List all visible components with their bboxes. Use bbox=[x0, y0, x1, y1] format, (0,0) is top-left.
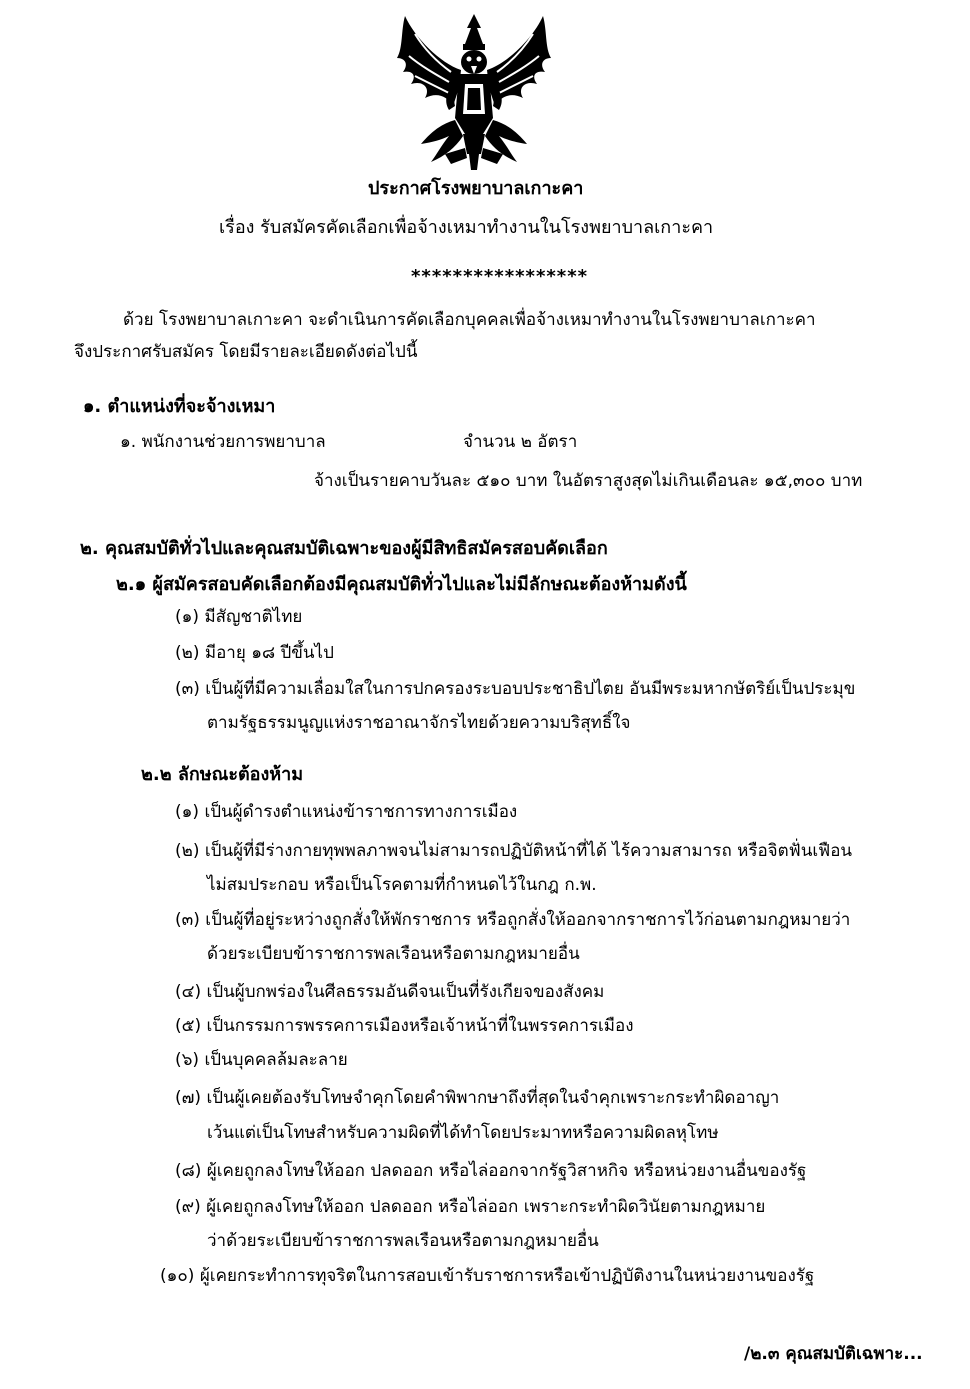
continuation-note: /๒.๓ คุณสมบัติเฉพาะ... bbox=[744, 1344, 923, 1364]
intro-line-1: ด้วย โรงพยาบาลเกาะคา จะดำเนินการคัดเลือกบุคคลเพื่อจ้างเหมาทำงานในโรงพยาบาลเกาะคา bbox=[123, 310, 816, 330]
prohibition-item: (๑) เป็นผู้ดำรงตำแหน่งข้าราชการทางการเมือง bbox=[175, 802, 518, 822]
prohibition-item-continued: ว่าด้วยระเบียบข้าราชการพลเรือนหรือตามกฎหมายอื่น bbox=[207, 1231, 599, 1251]
position-quota: จำนวน ๒ อัตรา bbox=[463, 432, 578, 452]
prohibition-item-continued: เว้นแต่เป็นโทษสำหรับความผิดที่ได้ทำโดยประมาทหรือความผิดลหุโทษ bbox=[207, 1123, 719, 1143]
qualification-item: (๒) มีอายุ ๑๘ ปีขึ้นไป bbox=[175, 643, 334, 663]
section-2-2-heading: ๒.๒ ลักษณะต้องห้าม bbox=[141, 764, 304, 785]
prohibition-item: (๑๐) ผู้เคยกระทำการทุจริตในการสอบเข้ารับราชการหรือเข้าปฏิบัติงานในหน่วยงานของรัฐ bbox=[160, 1266, 815, 1286]
position-wage: จ้างเป็นรายคาบวันละ ๕๑๐ บาท ในอัตราสูงสุดไม่เกินเดือนละ ๑๕,๓๐๐ บาท bbox=[314, 471, 863, 491]
section-2-1-heading: ๒.๑ ผู้สมัครสอบคัดเลือกต้องมีคุณสมบัติทั่วไปและไม่มีลักษณะต้องห้ามดังนี้ bbox=[116, 574, 687, 595]
qualification-item: (๓) เป็นผู้ที่มีความเลื่อมใสในการปกครองระบอบประชาธิปไตย อันมีพระมหากษัตริย์เป็นประมุข bbox=[175, 679, 856, 699]
prohibition-item-continued: ด้วยระเบียบข้าราชการพลเรือนหรือตามกฎหมายอื่น bbox=[207, 944, 580, 964]
announcement-title: ประกาศโรงพยาบาลเกาะคา bbox=[368, 178, 584, 199]
prohibition-item: (๗) เป็นผู้เคยต้องรับโทษจำคุกโดยคำพิพากษาถึงที่สุดในจำคุกเพราะกระทำผิดอาญา bbox=[175, 1088, 780, 1108]
prohibition-item: (๕) เป็นกรรมการพรรคการเมืองหรือเจ้าหน้าที่ในพรรคการเมือง bbox=[175, 1016, 634, 1036]
qualification-item-continued: ตามรัฐธรรมนูญแห่งราชอาณาจักรไทยด้วยความบริสุทธิ์ใจ bbox=[207, 713, 631, 733]
separator-stars: ***************** bbox=[411, 266, 589, 287]
intro-line-2: จึงประกาศรับสมัคร โดยมีรายละเอียดดังต่อไปนี้ bbox=[74, 342, 418, 362]
prohibition-item-continued: ไม่สมประกอบ หรือเป็นโรคตามที่กำหนดไว้ในกฎ ก.พ. bbox=[207, 875, 597, 895]
prohibition-item: (๓) เป็นผู้ที่อยู่ระหว่างถูกสั่งให้พักราชการ หรือถูกสั่งให้ออกจากราชการไว้ก่อนตามกฎหมายว่า bbox=[175, 910, 851, 930]
section-2-heading: ๒. คุณสมบัติทั่วไปและคุณสมบัติเฉพาะของผู้มีสิทธิสมัครสอบคัดเลือก bbox=[80, 538, 608, 559]
garuda-emblem-icon bbox=[385, 8, 563, 174]
prohibition-item: (๔) เป็นผู้บกพร่องในศีลธรรมอันดีจนเป็นที่รังเกียจของสังคม bbox=[175, 982, 605, 1002]
announcement-subject: เรื่อง รับสมัครคัดเลือกเพื่อจ้างเหมาทำงานในโรงพยาบาลเกาะคา bbox=[219, 217, 714, 238]
prohibition-item: (๘) ผู้เคยถูกลงโทษให้ออก ปลดออก หรือไล่ออกจากรัฐวิสาหกิจ หรือหน่วยงานอื่นของรัฐ bbox=[175, 1161, 807, 1181]
section-1-heading: ๑. ตำแหน่งที่จะจ้างเหมา bbox=[83, 396, 276, 417]
prohibition-item: (๖) เป็นบุคคลล้มละลาย bbox=[175, 1050, 348, 1070]
prohibition-item: (๙) ผู้เคยถูกลงโทษให้ออก ปลดออก หรือไล่ออก เพราะกระทำผิดวินัยตามกฎหมาย bbox=[175, 1197, 766, 1217]
prohibition-item: (๒) เป็นผู้ที่มีร่างกายทุพพลภาพจนไม่สามารถปฏิบัติหน้าที่ได้ ไร้ความสามารถ หรือจิตฟั่นเฟือน bbox=[175, 841, 853, 861]
qualification-item: (๑) มีสัญชาติไทย bbox=[175, 607, 303, 627]
position-name: ๑. พนักงานช่วยการพยาบาล bbox=[120, 432, 326, 452]
